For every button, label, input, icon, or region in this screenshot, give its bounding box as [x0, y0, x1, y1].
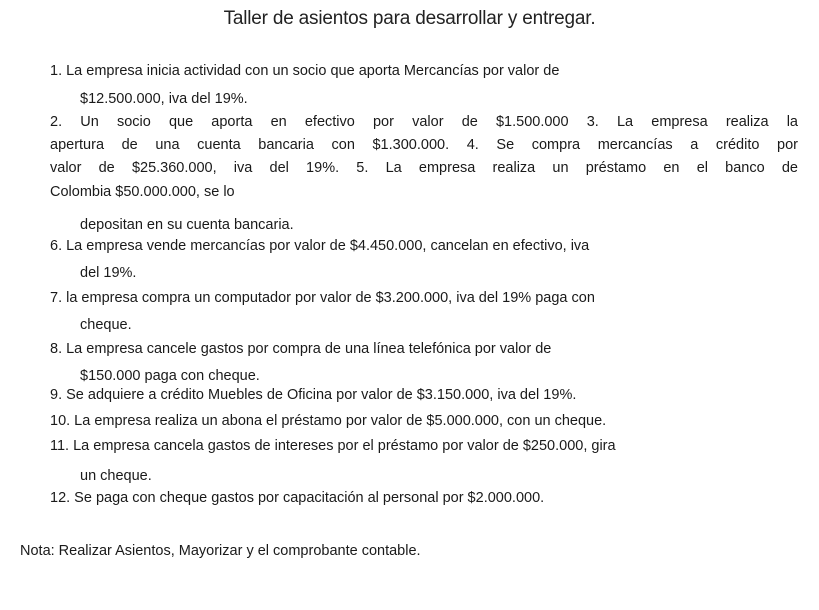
- text-line: 7. la empresa compra un computador por valor de $3.200.000, iva del 19% paga con: [50, 290, 595, 306]
- text-line: 9. Se adquiere a crédito Muebles de Oficina por valor de $3.150.000, iva del 19%.: [50, 387, 577, 403]
- text-line: del 19%.: [80, 265, 137, 281]
- text-line: 10. La empresa realiza un abona el préstamo por valor de $5.000.000, con un cheque.: [50, 413, 607, 429]
- text-line: 1. La empresa inicia actividad con un socio que aporta Mercancías por valor de: [50, 63, 560, 79]
- text-line: 12. Se paga con cheque gastos por capacitación al personal por $2.000.000.: [50, 490, 545, 506]
- document-title: Taller de asientos para desarrollar y entregar.: [223, 8, 596, 29]
- text-line: depositan en su cuenta bancaria.: [80, 217, 294, 233]
- text-line: apertura de una cuenta bancaria con $1.300.000. 4. Se compra mercancías a crédito por: [50, 137, 798, 153]
- text-line: $150.000 paga con cheque.: [80, 368, 260, 384]
- text-line: valor de $25.360.000, iva del 19%. 5. La empresa realiza un préstamo en el banco de: [50, 160, 798, 176]
- text-line: un cheque.: [80, 468, 152, 484]
- text-line: $12.500.000, iva del 19%.: [80, 91, 248, 107]
- text-line: cheque.: [80, 317, 132, 333]
- text-line: Colombia $50.000.000, se lo: [50, 184, 235, 200]
- text-line: 8. La empresa cancele gastos por compra de una línea telefónica por valor de: [50, 341, 552, 357]
- text-line: 6. La empresa vende mercancías por valor de $4.450.000, cancelan en efectivo, iva: [50, 238, 590, 254]
- text-line: 11. La empresa cancela gastos de intereses por el préstamo por valor de $250.000, gira: [50, 438, 616, 454]
- note-text: Nota: Realizar Asientos, Mayorizar y el comprobante contable.: [20, 543, 421, 559]
- text-line: 2. Un socio que aporta en efectivo por valor de $1.500.000 3. La empresa realiza la: [50, 114, 798, 130]
